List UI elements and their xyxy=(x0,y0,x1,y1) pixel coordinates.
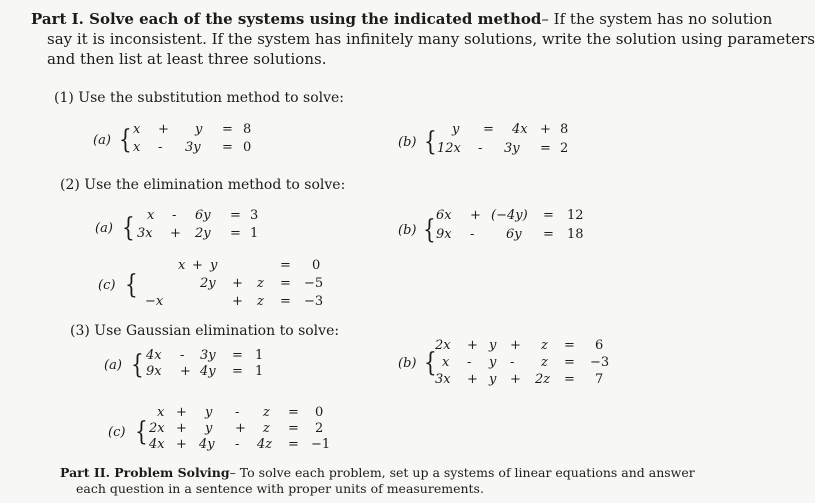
eq-term: −1 xyxy=(311,437,331,452)
eq-term: + xyxy=(176,437,187,452)
eq-term: 1 xyxy=(255,348,264,363)
eq-term: y xyxy=(489,372,497,387)
section-1-heading: (1) Use the substitution method to solve: xyxy=(54,90,345,106)
eq-term: 7 xyxy=(595,372,604,387)
eq-term: x xyxy=(442,355,450,370)
eq-term: = xyxy=(288,405,299,420)
eq-term: 2x xyxy=(435,338,451,353)
eq-term: 2z xyxy=(535,372,551,387)
eq-term: x xyxy=(147,208,155,223)
eq-term: −5 xyxy=(304,276,324,291)
eq-term: 0 xyxy=(243,140,252,155)
eq-term: = xyxy=(540,141,551,156)
eq-term: 6y xyxy=(506,227,522,242)
eq-term: x xyxy=(178,258,186,273)
brace-2c: { xyxy=(125,268,138,300)
brace-3a: { xyxy=(131,348,144,380)
part2-title: Part II. Problem Solving xyxy=(60,465,230,480)
eq-term: 3y xyxy=(185,140,201,155)
eq-term: 2 xyxy=(560,141,569,156)
part1-line3: and then list at least three solutions. xyxy=(47,50,327,68)
eq-term: 6 xyxy=(595,338,604,353)
part2-line1-tail: To solve each problem, set up a systems of linear equations and answer xyxy=(235,465,695,480)
eq-term: + xyxy=(180,364,191,379)
eq-term: + xyxy=(192,258,203,273)
part1-dash: – xyxy=(541,10,549,28)
eq-term: y xyxy=(195,122,203,137)
eq-term: - xyxy=(478,141,483,156)
eq-term: 6x xyxy=(436,208,452,223)
part2-dash: – xyxy=(229,465,236,480)
label-2c: (c) xyxy=(98,278,116,293)
eq-term: = xyxy=(232,348,243,363)
eq-term: = xyxy=(280,276,291,291)
eq-term: x xyxy=(157,405,165,420)
eq-term: 4y xyxy=(200,364,216,379)
eq-term: + xyxy=(235,421,246,436)
eq-term: 12x xyxy=(437,141,461,156)
eq-term: 0 xyxy=(315,405,324,420)
eq-term: 12 xyxy=(567,208,584,223)
eq-term: 3x xyxy=(137,226,153,241)
eq-term: 4x xyxy=(149,437,165,452)
eq-term: y xyxy=(210,258,218,273)
label-3b: (b) xyxy=(398,356,417,371)
eq-term: 4y xyxy=(199,437,215,452)
eq-term: = xyxy=(288,421,299,436)
eq-term: x xyxy=(133,140,141,155)
eq-term: - xyxy=(172,208,177,223)
part1-line1 xyxy=(31,10,772,28)
section-2-heading: (2) Use the elimination method to solve: xyxy=(60,177,346,193)
eq-term: −3 xyxy=(304,294,324,309)
eq-term: y xyxy=(205,421,213,436)
eq-term: + xyxy=(467,338,478,353)
eq-term: 3y xyxy=(504,141,520,156)
label-2a: (a) xyxy=(95,221,113,236)
label-1b: (b) xyxy=(398,135,417,150)
eq-term: = xyxy=(222,140,233,155)
eq-term: z xyxy=(257,276,264,291)
eq-term: = xyxy=(564,372,575,387)
eq-term: - xyxy=(467,355,472,370)
label-3c: (c) xyxy=(108,425,126,440)
eq-term: = xyxy=(232,364,243,379)
eq-term: - xyxy=(510,355,515,370)
eq-term: = xyxy=(280,294,291,309)
part2-line1 xyxy=(60,465,695,480)
eq-term: z xyxy=(263,405,270,420)
eq-term: 4x xyxy=(146,348,162,363)
eq-term: 8 xyxy=(560,122,569,137)
eq-term: = xyxy=(230,208,241,223)
label-3a: (a) xyxy=(104,358,122,373)
eq-term: 3 xyxy=(250,208,259,223)
brace-3c: { xyxy=(135,415,148,447)
eq-term: + xyxy=(176,421,187,436)
eq-term: + xyxy=(467,372,478,387)
eq-term: y xyxy=(489,355,497,370)
brace-3b: { xyxy=(424,346,437,378)
eq-term: = xyxy=(288,437,299,452)
brace-2a: { xyxy=(122,211,135,243)
eq-term: 2y xyxy=(200,276,216,291)
eq-term: = xyxy=(564,338,575,353)
eq-term: - xyxy=(235,437,240,452)
eq-term: y xyxy=(489,338,497,353)
eq-term: z xyxy=(257,294,264,309)
part2-line2: each question in a sentence with proper units of measurements. xyxy=(76,481,484,496)
eq-term: 18 xyxy=(567,227,584,242)
eq-term: 6y xyxy=(195,208,211,223)
eq-term: x xyxy=(133,122,141,137)
brace-1b: { xyxy=(424,125,437,157)
eq-term: + xyxy=(158,122,169,137)
eq-term: - xyxy=(180,348,185,363)
eq-term: = xyxy=(483,122,494,137)
eq-term: (−4y) xyxy=(491,208,528,223)
eq-term: −x xyxy=(145,294,164,309)
eq-term: = xyxy=(230,226,241,241)
eq-term: 8 xyxy=(243,122,252,137)
eq-term: 2 xyxy=(315,421,324,436)
eq-term: 4z xyxy=(257,437,273,452)
eq-term: - xyxy=(158,140,163,155)
eq-term: = xyxy=(222,122,233,137)
eq-term: 1 xyxy=(255,364,264,379)
eq-term: 1 xyxy=(250,226,259,241)
eq-term: y xyxy=(205,405,213,420)
eq-term: + xyxy=(170,226,181,241)
brace-2b: { xyxy=(423,213,436,245)
brace-1a: { xyxy=(119,123,132,155)
eq-term: + xyxy=(470,208,481,223)
eq-term: 9x xyxy=(436,227,452,242)
eq-term: 0 xyxy=(312,258,321,273)
eq-term: 4x xyxy=(512,122,528,137)
eq-term: = xyxy=(543,227,554,242)
eq-term: z xyxy=(541,355,548,370)
eq-term: 9x xyxy=(146,364,162,379)
eq-term: + xyxy=(540,122,551,137)
label-2b: (b) xyxy=(398,223,417,238)
eq-term: y xyxy=(452,122,460,137)
eq-term: - xyxy=(235,405,240,420)
eq-term: - xyxy=(470,227,475,242)
label-1a: (a) xyxy=(93,133,111,148)
eq-term: + xyxy=(232,294,243,309)
eq-term: = xyxy=(280,258,291,273)
eq-term: 2x xyxy=(149,421,165,436)
eq-term: + xyxy=(232,276,243,291)
part1-line2: say it is inconsistent. If the system has infinitely many solutions, write the solution using parameters xyxy=(47,30,815,48)
eq-term: + xyxy=(510,338,521,353)
eq-term: + xyxy=(176,405,187,420)
eq-term: z xyxy=(263,421,270,436)
eq-term: z xyxy=(541,338,548,353)
eq-term: + xyxy=(510,372,521,387)
part1-title: Part I. Solve each of the systems using the indicated method xyxy=(31,10,542,28)
eq-term: 2y xyxy=(195,226,211,241)
eq-term: = xyxy=(564,355,575,370)
eq-term: 3x xyxy=(435,372,451,387)
section-3-heading: (3) Use Gaussian elimination to solve: xyxy=(70,323,340,339)
eq-term: −3 xyxy=(590,355,610,370)
eq-term: = xyxy=(543,208,554,223)
eq-term: 3y xyxy=(200,348,216,363)
part1-line1-tail: If the system has no solution xyxy=(553,10,773,28)
